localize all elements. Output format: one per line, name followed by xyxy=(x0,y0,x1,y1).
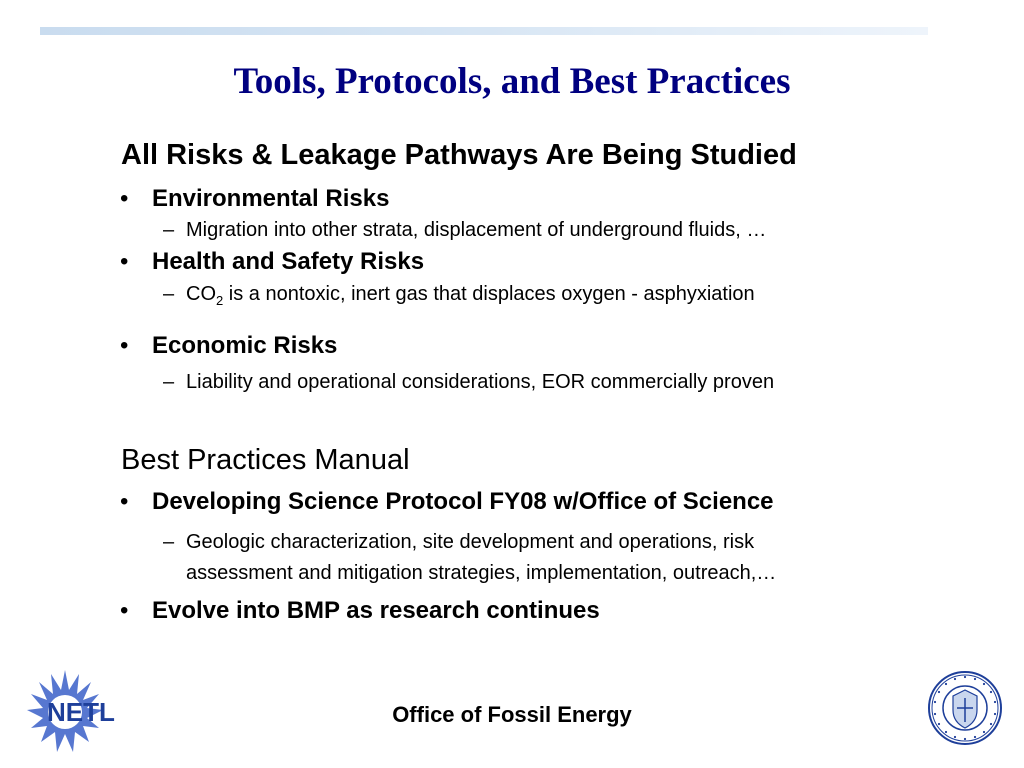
netl-logo xyxy=(25,668,135,758)
dash-marker: – xyxy=(163,371,175,393)
bullet-label: Health and Safety Risks xyxy=(152,248,425,275)
doe-seal-icon xyxy=(927,670,1003,746)
bullet-dot: • xyxy=(120,185,129,212)
bullet-dot: • xyxy=(120,488,129,515)
bullet-label: Developing Science Protocol FY08 w/Office of Science xyxy=(152,488,774,515)
sub-bullet-text xyxy=(186,279,755,316)
section-heading-risks: All Risks & Leakage Pathways Are Being Studied xyxy=(121,139,797,171)
sub-bullet-text-line1: Geologic characterization, site development and operations, risk xyxy=(186,531,755,553)
dash-marker: – xyxy=(163,219,175,241)
section-heading-manual: Best Practices Manual xyxy=(121,444,410,476)
bullet-dot: • xyxy=(120,248,129,275)
dash-marker: – xyxy=(163,283,175,305)
bullet-dot: • xyxy=(120,332,129,359)
slide-title: Tools, Protocols, and Best Practices xyxy=(233,61,791,102)
footer-office-label: Office of Fossil Energy xyxy=(392,702,632,727)
top-accent-bar xyxy=(40,27,928,35)
bullet-label: Economic Risks xyxy=(152,332,338,359)
sub-bullet-text: Liability and operational considerations, EOR commercially proven xyxy=(186,371,775,393)
netl-logo-text: NETL xyxy=(47,697,115,727)
dash-marker: – xyxy=(163,531,175,553)
co2-subscript: 2 xyxy=(216,293,224,308)
co2-rest: is a nontoxic, inert gas that displaces oxygen - asphyxiation xyxy=(223,283,755,305)
sub-bullet-text-line2: assessment and mitigation strategies, implementation, outreach,… xyxy=(186,562,777,584)
bullet-dot: • xyxy=(120,597,129,624)
co2-prefix: CO xyxy=(186,283,216,305)
bullet-label: Evolve into BMP as research continues xyxy=(152,597,600,624)
sub-bullet-text: Migration into other strata, displacement of underground fluids, … xyxy=(186,219,767,241)
bullet-label: Environmental Risks xyxy=(152,185,390,212)
